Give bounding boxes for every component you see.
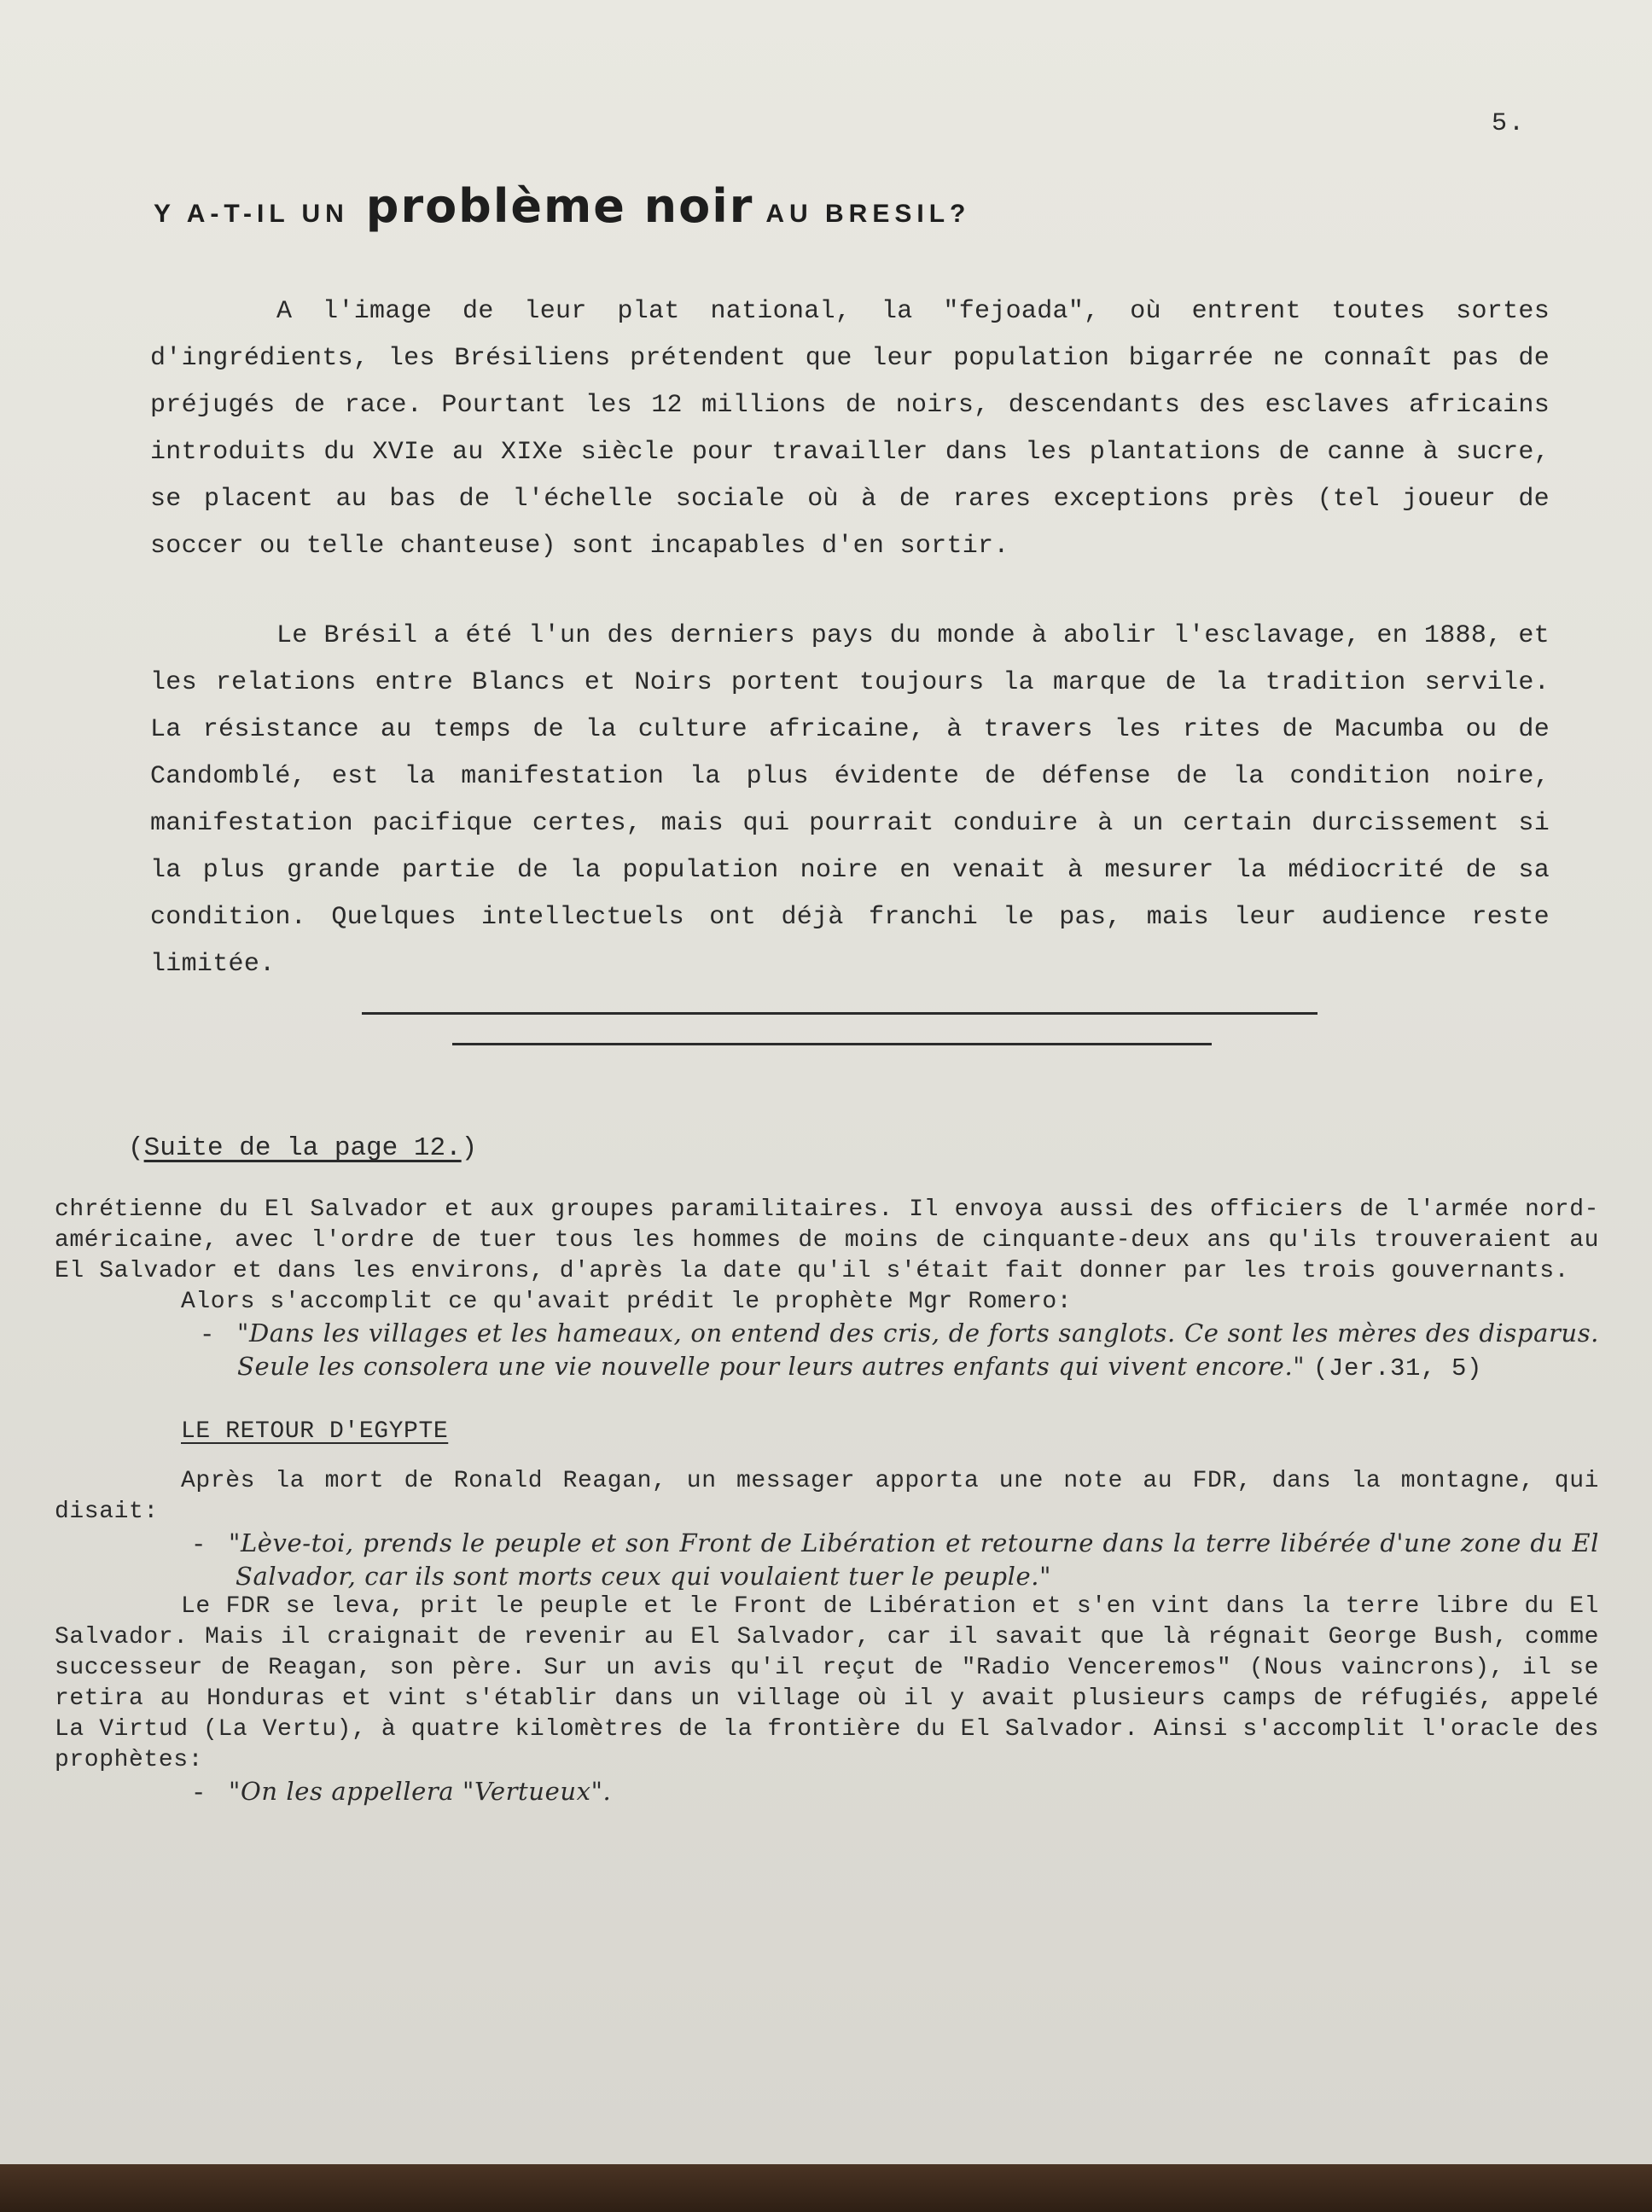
continued-text <box>55 1195 1599 1809</box>
continued-note <box>128 1133 477 1163</box>
headline-suffix: AU BRESIL? <box>765 200 971 228</box>
headline-prefix: Y A-T-IL UN <box>154 200 349 228</box>
continued-close-paren: ) <box>461 1133 478 1163</box>
quote-dash: - <box>191 1779 207 1807</box>
continued-label: Suite de la page 12. <box>143 1133 462 1163</box>
section-heading: LE RETOUR D'EGYPTE <box>181 1418 449 1445</box>
article-body <box>150 288 1550 988</box>
desk-surface <box>0 2164 1652 2212</box>
continued-open-paren: ( <box>128 1133 144 1163</box>
text-paragraph: Alors s'accomplit ce qu'avait prédit le prophète Mgr Romero: <box>181 1289 1073 1315</box>
quotation <box>183 1318 1599 1384</box>
quotation-text: "Dans les villages et les hameaux, on entend des cris, de forts sanglots. Ce sont les mères des disparus. Seule les consolera une vie nouvelle pour leurs autres enfants qui vivent encore." <box>237 1318 1599 1381</box>
quotation <box>181 1528 1599 1592</box>
quote-dash: - <box>191 1531 207 1559</box>
article-paragraph: Le Brésil a été l'un des derniers pays du monde à abolir l'esclavage, en 1888, et les relations entre Blancs et Noirs portent toujours la marque de la tradition servile. La résistance au temps de la culture africaine, à travers les rites de Macumba ou de Candomblé, est la manifestation la plus évidente de défense de la condition noire, manifestation pacifique certes, mais qui pourrait conduire à un certain durcissement si la plus grande partie de la population noire en venait à mesurer la médiocrité de sa condition. Quelques intellectuels ont déjà franchi le pas, mais leur audience reste limitée. <box>150 621 1550 979</box>
text-paragraph: chrétienne du El Salvador et aux groupes paramilitaires. Il envoya aussi des officiers de l'armée nord-américaine, avec l'ordre de tuer tous les hommes de moins de cinquante-deux ans qu'ils trouveraient au El Salvador et dans les environs, d'après la date qu'il s'était fait donner par les trois gouvernants. <box>55 1196 1599 1284</box>
quotation-text: "On les appellera "Vertueux". <box>229 1777 612 1806</box>
separator-rule <box>452 1043 1212 1045</box>
headline-main: problème noir <box>365 179 754 233</box>
text-paragraph: Le FDR se leva, prit le peuple et le Front de Libération et s'en vint dans la terre libre du El Salvador. Mais il craignait de revenir au El Salvador, car il savait que là régnait George Bush, comme successeur de Reagan, son père. Sur un avis qu'il reçut de "Radio Venceremos" (Nous vaincrons), il se retira au Honduras et vint s'établir dans un village où il y avait plusieurs camps de réfugiés, appelé La Virtud (La Vertu), à quatre kilomètres de la frontière du El Salvador. Ainsi s'accomplit l'oracle des prophètes: <box>55 1593 1599 1773</box>
separator-rule <box>362 1012 1318 1015</box>
text-paragraph: Après la mort de Ronald Reagan, un messager apporta une note au FDR, dans la montagne, qui disait: <box>55 1468 1599 1525</box>
quotation-reference: (Jer.31, 5) <box>1313 1354 1483 1382</box>
article-paragraph: A l'image de leur plat national, la "fejoada", où entrent toutes sortes d'ingrédients, les Brésiliens prétendent que leur population bigarrée ne connaît pas de préjugés de race. Pourtant les 12 millions de noirs, descendants des esclaves africains introduits du XVIe au XIXe siècle pour travailler dans les plantations de canne à sucre, se placent au bas de l'échelle sociale où à de rares exceptions près (tel joueur de soccer ou telle chanteuse) sont incapables d'en sortir. <box>150 297 1550 561</box>
quotation <box>181 1776 1599 1809</box>
article-headline <box>154 179 970 233</box>
quotation-text: "Lève-toi, prends le peuple et son Front de Libération et retourne dans la terre libérée d'une zone du El Salvador, car ils sont morts ceux qui voulaient tuer le peuple." <box>229 1528 1599 1591</box>
quote-dash: - <box>200 1321 216 1349</box>
page-number: 5. <box>1492 109 1527 138</box>
